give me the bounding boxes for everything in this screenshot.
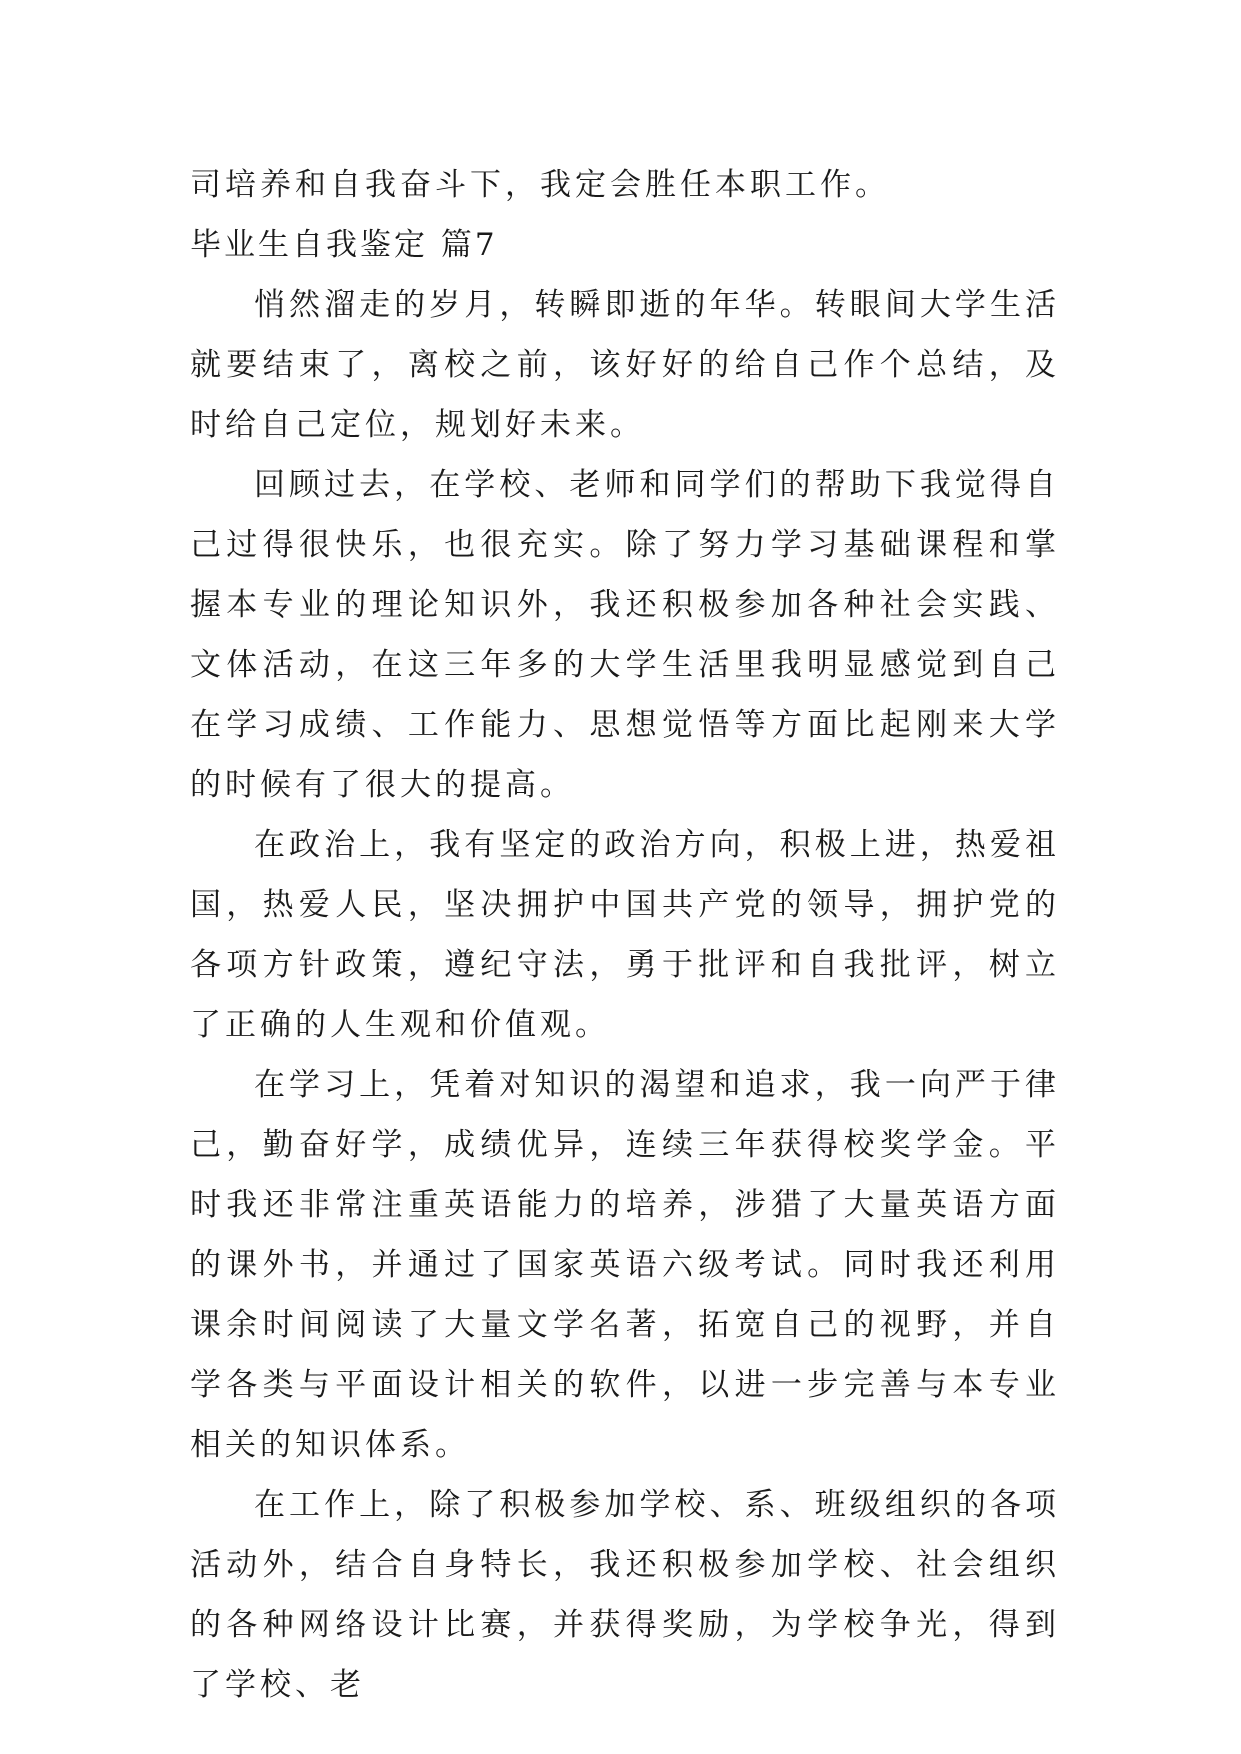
body-paragraph-3: 在政治上，我有坚定的政治方向，积极上进，热爱祖国，热爱人民，坚决拥护中国共产党的领导，拥护党的各项方针政策，遵纪守法，勇于批评和自我批评，树立了正确的人生观和价值观。 [190,827,1060,1043]
body-paragraph-1: 悄然溜走的岁月，转瞬即逝的年华。转眼间大学生活就要结束了，离校之前，该好好的给自己作个总结，及时给自己定位，规划好未来。 [190,287,1060,443]
continuation-paragraph: 司培养和自我奋斗下，我定会胜任本职工作。 [190,167,890,203]
body-paragraph-2: 回顾过去，在学校、老师和同学们的帮助下我觉得自己过得很快乐，也很充实。除了努力学习基础课程和掌握本专业的理论知识外，我还积极参加各种社会实践、文体活动，在这三年多的大学生活里我明显感觉到自己在学习成绩、工作能力、思想觉悟等方面比起刚来大学的时候有了很大的提高。 [190,467,1060,803]
document-body [190,155,1060,1715]
body-paragraph-5: 在工作上，除了积极参加学校、系、班级组织的各项活动外，结合自身特长，我还积极参加学校、社会组织的各种网络设计比赛，并获得奖励，为学校争光，得到了学校、老 [190,1487,1060,1703]
body-paragraph-4: 在学习上，凭着对知识的渴望和追求，我一向严于律己，勤奋好学，成绩优异，连续三年获得校奖学金。平时我还非常注重英语能力的培养，涉猎了大量英语方面的课外书，并通过了国家英语六级考试。同时我还利用课余时间阅读了大量文学名著，拓宽自己的视野，并自学各类与平面设计相关的软件，以进一步完善与本专业相关的知识体系。 [190,1067,1060,1463]
section-heading: 毕业生自我鉴定 篇7 [190,227,498,263]
